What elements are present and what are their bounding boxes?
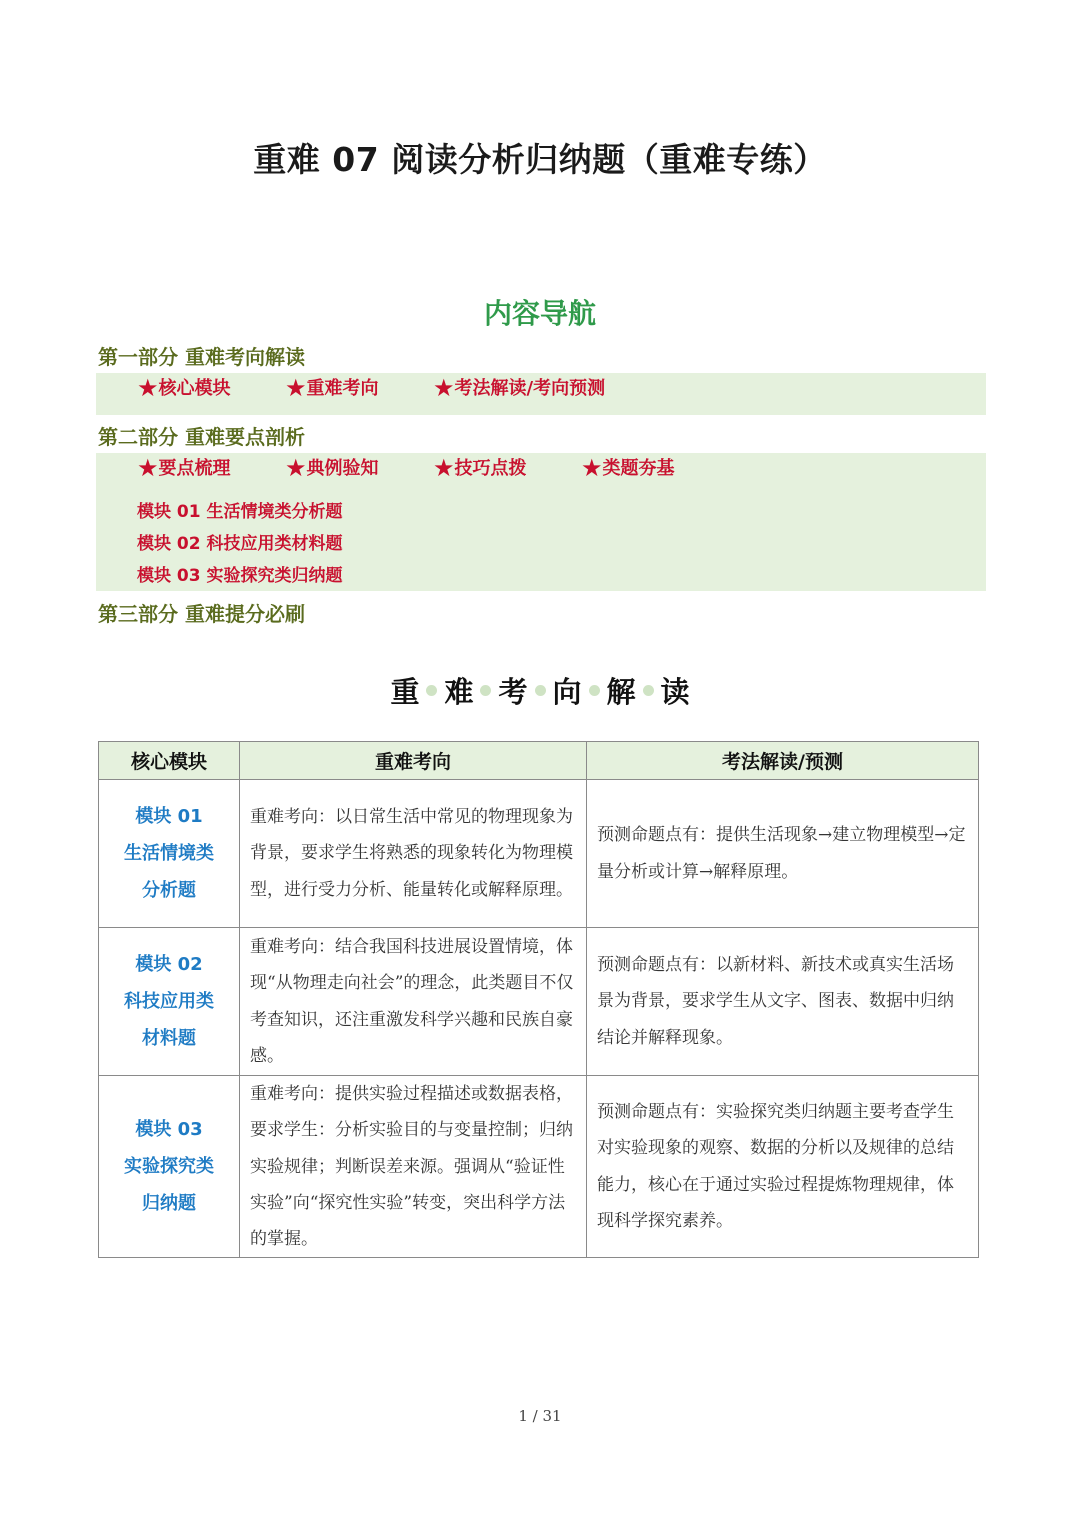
dot-separator [643, 685, 654, 696]
nav-module-01[interactable]: 模块 01 生活情境类分析题 [137, 502, 343, 522]
nav-item-core-module[interactable]: ★核心模块 [137, 374, 231, 402]
part1-title: 第一部分 重难考向解读 [98, 345, 305, 369]
direction-table [98, 741, 979, 1258]
module-cell: 模块 03 实验探究类 归纳题 [99, 1076, 240, 1258]
direction-cell: 重难考向：提供实验过程描述或数据表格，要求学生：分析实验目的与变量控制；归纳实验规律；判断误差来源。强调从“验证性实验”向“探究性实验”转变，突出科学方法的掌握。 [240, 1076, 587, 1258]
table-header-row [99, 742, 979, 780]
header-direction: 重难考向 [240, 742, 587, 780]
star-icon: ★ [433, 374, 455, 402]
star-icon: ★ [285, 374, 307, 402]
prediction-cell: 预测命题点有：以新材料、新技术或真实生活场景为背景，要求学生从文字、图表、数据中归纳结论并解释现象。 [587, 928, 979, 1076]
nav-item-method[interactable]: ★考法解读/考向预测 [433, 374, 606, 402]
table-row [99, 780, 979, 928]
direction-cell: 重难考向：结合我国科技进展设置情境，体现“从物理走向社会”的理念，此类题目不仅考查知识，还注重激发科学兴趣和民族自豪感。 [240, 928, 587, 1076]
dot-separator [535, 685, 546, 696]
dot-separator [426, 685, 437, 696]
star-icon: ★ [137, 454, 159, 482]
header-module: 核心模块 [99, 742, 240, 780]
direction-cell: 重难考向：以日常生活中常见的物理现象为背景，要求学生将熟悉的现象转化为物理模型，进行受力分析、能量转化或解释原理。 [240, 780, 587, 928]
nav-item-tips[interactable]: ★技巧点拨 [433, 454, 527, 482]
nav-heading: 内容导航 [483, 297, 596, 330]
nav-module-03[interactable]: 模块 03 实验探究类归纳题 [137, 566, 343, 586]
section-heading: 重 难 考 向 解 读 [390, 675, 690, 709]
nav-item-key-points[interactable]: ★要点梳理 [137, 454, 231, 482]
part2-title: 第二部分 重难要点剖析 [98, 425, 305, 449]
prediction-cell: 预测命题点有：实验探究类归纳题主要考查学生对实验现象的观察、数据的分析以及规律的总结能力，核心在于通过实验过程提炼物理规律，体现科学探究素养。 [587, 1076, 979, 1258]
star-icon: ★ [581, 454, 603, 482]
module-cell: 模块 01 生活情境类 分析题 [99, 780, 240, 928]
nav-module-02[interactable]: 模块 02 科技应用类材料题 [137, 534, 343, 554]
dot-separator [480, 685, 491, 696]
header-prediction: 考法解读/预测 [587, 742, 979, 780]
module-cell: 模块 02 科技应用类 材料题 [99, 928, 240, 1076]
table-row [99, 928, 979, 1076]
document-title: 重难 07 阅读分析归纳题（重难专练） [253, 140, 827, 179]
star-icon: ★ [285, 454, 307, 482]
page-number: 1 / 31 [518, 1407, 562, 1425]
table-row [99, 1076, 979, 1258]
dot-separator [589, 685, 600, 696]
star-icon: ★ [137, 374, 159, 402]
nav-item-examples[interactable]: ★典例验知 [285, 454, 379, 482]
part3-title: 第三部分 重难提分必刷 [98, 602, 305, 626]
nav-item-practice[interactable]: ★类题夯基 [581, 454, 675, 482]
star-icon: ★ [433, 454, 455, 482]
prediction-cell: 预测命题点有：提供生活现象→建立物理模型→定量分析或计算→解释原理。 [587, 780, 979, 928]
nav-item-direction[interactable]: ★重难考向 [285, 374, 379, 402]
